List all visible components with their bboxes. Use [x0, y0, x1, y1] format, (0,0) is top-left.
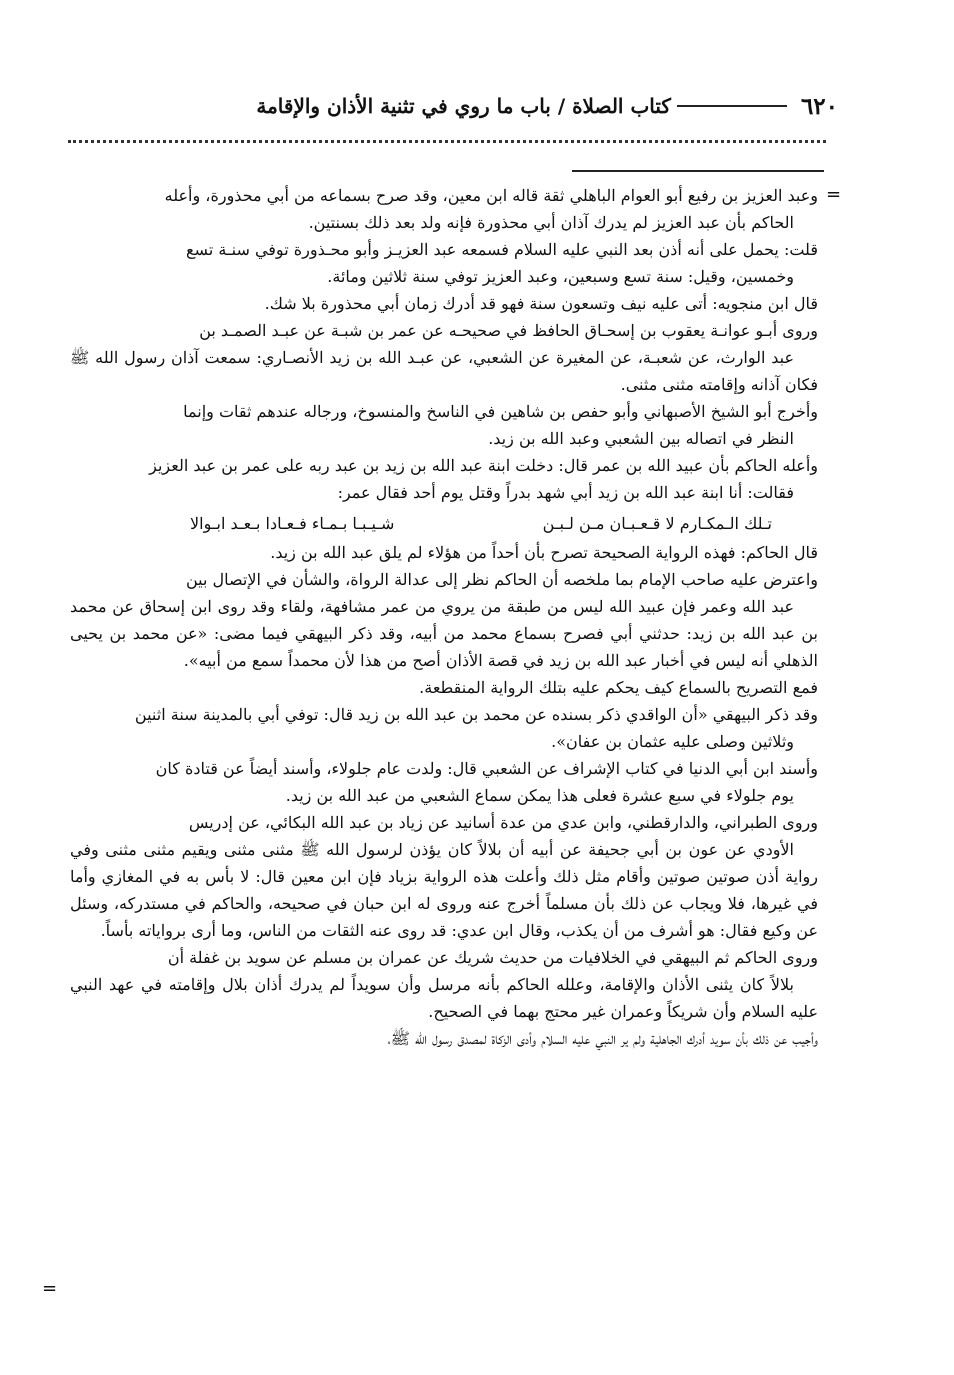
header-rule [677, 105, 787, 107]
paragraph-continuation: عبد الوارث، عن شعبـة، عن المغيرة عن الشعبي، عن عبـد الله بن زيد الأنصـاري: سمعت آذان رسول الله ﷺ فكان آذانه وإقامته مثنى مثنى. [70, 348, 818, 394]
paragraph [70, 1025, 818, 1052]
paragraph-first-line: قلت: يحمل على أنه أذن بعد النبي عليه السلام فسمعه عبد العزيـز وأبو محـذورة توفي سنـة تسع [186, 240, 818, 259]
paragraph-first-line: وروى الحاكم ثم البيهقي في الخلافيات من حديث شريك عن عمران بن مسلم عن سويد بن غفلة أن [167, 948, 818, 967]
paragraph-first-line: قال ابن منجويه: أتى عليه نيف وتسعون سنة فهو قد أدرك زمان أبي محذورة بلا شك. [264, 294, 818, 313]
paragraph [70, 182, 818, 236]
paragraph-first-line: وأعله الحاكم بأن عبيد الله بن عمر قال: دخلت ابنة عبد الله بن زيد بن عبد ربه على عمر بن عبد العزيز [149, 456, 818, 475]
paragraph-continuation: الأودي عن عون بن أبي جحيفة عن أبيه أن بلالاً كان يؤذن لرسول الله ﷺ مثنى مثنى ويقيم مثنى مثنى وفي رواية أذن صوتين صوتين وأقام مثل ذلك وأعلت هذه الرواية بزياد فإن ابن معين قال: لا بأس به في المغازي وأما في غيرها، فلا ويجاب عن ذلك بأن مسلماً أخرج عنه وروى له ابن حبان في صحيحه، والحاكم في مستدركه، وسئل عن وكيع فقال: هو أشرف من أن يكذب، وقال ابن عدي: قد روى عنه الثقات من الناس، وما أرى برواياته بأساً. [70, 840, 818, 940]
paragraph [70, 755, 818, 809]
paragraph-continuation: النظر في اتصاله بين الشعبي وعبد الله بن زيد. [488, 429, 794, 448]
body-text [70, 182, 818, 1052]
paragraph [70, 539, 818, 566]
paragraph-first-line: وعبد العزيز بن رفيع أبو العوام الباهلي ثقة قاله ابن معين، وقد صرح بسماعه من أبي محذورة، وأعله [164, 186, 818, 205]
paragraph-first-line: وروى الطبراني، والدارقطني، وابن عدي من عدة أسانيد عن زياد بن عبد الله البكائي، عن إدريس [188, 813, 818, 832]
poem-hemistich-left: شـيـبـا بـمـاء فـعـادا بـعـد ابـوالا [190, 514, 395, 533]
paragraph [70, 290, 818, 317]
paragraph-first-line: واعترض عليه صاحب الإمام بما ملخصه أن الحاكم نظر إلى عدالة الرواة، والشأن في الإتصال بين [185, 570, 818, 589]
paragraph [70, 566, 818, 674]
paragraph-continuation: عبد الله وعمر فإن عبيد الله ليس من طبقة من يروي من عمر مشافهة، ولقاء وقد روى ابن إسحاق عن محمد بن عبد الله بن زيد: حدثني أبي فصرح بسماع محمد من أبيه، وقد ذكر البيهقي فيما مضى: «عن محمد بن يحيى الذهلي أنه ليس في أخبار عبد الله بن زيد في قصة الأذان أصح من هذا لأن محمداً سمع من أبيه». [70, 597, 818, 670]
paragraph [70, 317, 818, 398]
paragraph-first-line: قال الحاكم: فهذه الرواية الصحيحة تصرح بأن أحداً من هؤلاء لم يلق عبد الله بن زيد. [270, 543, 818, 562]
paragraph-first-line: وأخرج أبو الشيخ الأصبهاني وأبو حفص بن شاهين في الناسخ والمنسوخ، ورجاله عندهم ثقات وإنما [183, 402, 818, 421]
poem-hemistich-right: تـلك الـمكـارم لا قـعـبـان مـن لـبـن [542, 514, 772, 533]
paragraph-first-line: وروى أبـو عوانـة يعقوب بن إسحـاق الحافظ في صحيحـه عن عمر بن شبـة عن عبـد الصمـد بن [199, 321, 818, 340]
paragraph [70, 944, 818, 1025]
paragraph [70, 701, 818, 755]
paragraph-continuation: يوم جلولاء في سبع عشرة فعلى هذا يمكن سماع الشعبي من عبد الله بن زيد. [285, 786, 794, 805]
paragraph-continuation: فقالت: أنا ابنة عبد الله بن زيد أبي شهد بدراً وقتل يوم أحد فقال عمر: [337, 483, 794, 502]
footnote-rule [572, 170, 824, 172]
paragraph [70, 809, 818, 944]
dotted-separator [68, 140, 826, 143]
paragraph-continuation: وثلاثين وصلى عليه عثمان بن عفان». [551, 732, 794, 751]
continuation-marker-bottom: = [42, 1278, 58, 1299]
paragraph [70, 452, 818, 506]
poem-verse [70, 510, 818, 537]
paragraph-continuation: وخمسين، وقيل: سنة تسع وسبعين، وعبد العزيز توفي سنة ثلاثين ومائة. [327, 267, 794, 286]
paragraph-first-line: وقد ذكر البيهقي «أن الواقدي ذكر بسنده عن محمد بن عبد الله بن زيد قال: توفي أبي بالمدينة سنة اثنين [134, 705, 818, 724]
paragraph-continuation: بلالاً كان يثنى الأذان والإقامة، وعلله الحاكم بأنه مرسل وأن سويداً لم يدرك أذان بلال وإقامته في عهد النبي عليه السلام وأن شريكاً وعمران غير محتج بهما في الصحيح. [70, 975, 818, 1021]
paragraph [70, 236, 818, 290]
paragraph [70, 398, 818, 452]
page-number: ٦٢٠ [800, 92, 838, 120]
paragraph-first-line: وأجيب عن ذلك بأن سويد أدرك الجاهلية ولم ير النبي عليه السلام وأدى الزكاة لمصدق رسول الله ﷺ، [387, 1029, 818, 1048]
paragraph [70, 674, 818, 701]
running-header [58, 86, 838, 126]
paragraph-continuation: الحاكم بأن عبد العزيز لم يدرك آذان أبي محذورة فإنه ولد بعد ذلك بسنتين. [308, 213, 794, 232]
paragraph-first-line: وأسند ابن أبي الدنيا في كتاب الإشراف عن الشعبي قال: ولدت عام جلولاء، وأسند أيضاً عن قتادة كان [155, 759, 818, 778]
header-title: كتاب الصلاة / باب ما روي في تثنية الأذان والإقامة [256, 94, 671, 118]
paragraph-first-line: فمع التصريح بالسماع كيف يحكم عليه بتلك الرواية المنقطعة. [419, 678, 818, 697]
continuation-marker-top: = [826, 184, 842, 205]
